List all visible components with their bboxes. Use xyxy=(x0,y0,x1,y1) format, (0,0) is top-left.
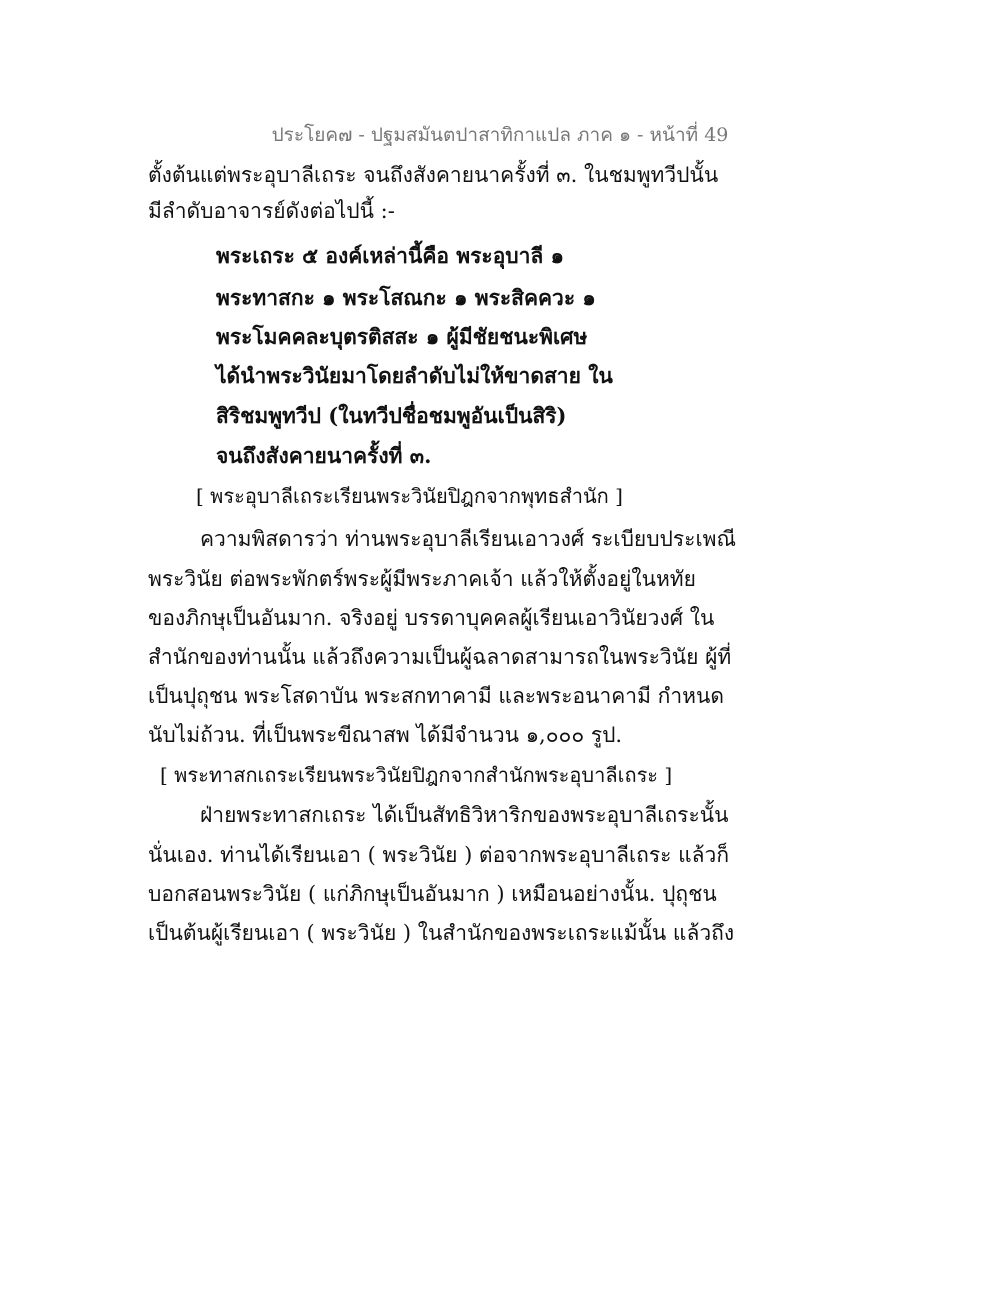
paragraph-line: เป็นปุถุชน พระโสดาบัน พระสกทาคามี และพระอนาคามี กำหนด xyxy=(148,684,724,708)
header-book: ประโยค๗ xyxy=(271,124,353,146)
verse-line-2: พระทาสกะ ๑ พระโสณกะ ๑ พระสิคควะ ๑ xyxy=(216,285,596,310)
paragraph-line: พระวินัย ต่อพระพักตร์พระผู้มีพระภาคเจ้า แล้วให้ตั้งอยู่ในหทัย xyxy=(148,567,696,591)
verse-line-4: ได้นำพระวินัยมาโดยลำดับไม่ให้ขาดสาย ใน xyxy=(216,363,613,388)
verse-line-1: พระเถระ ๕ องค์เหล่านี้คือ พระอุบาลี ๑ xyxy=(216,243,564,268)
section-heading-upali: [ พระอุบาลีเถระเรียนพระวินัยปิฎกจากพุทธสำนัก ] xyxy=(196,484,623,508)
verse-line-6: จนถึงสังคายนาครั้งที่ ๓. xyxy=(216,443,432,468)
verse-line-5: สิริชมพูทวีป (ในทวีปชื่อชมพูอันเป็นสิริ) xyxy=(216,403,567,428)
paragraph-line: สำนักของท่านนั้น แล้วถึงความเป็นผู้ฉลาดสามารถในพระวินัย ผู้ที่ xyxy=(148,645,732,669)
verse-line-3: พระโมคคละบุตรติสสะ ๑ ผู้มีชัยชนะพิเศษ xyxy=(216,324,588,349)
intro-line-2: มีลำดับอาจารย์ดังต่อไปนี้ :- xyxy=(148,199,395,223)
paragraph-line: นับไม่ถ้วน. ที่เป็นพระขีณาสพ ได้มีจำนวน ๑,๐๐๐ รูป. xyxy=(148,723,623,747)
paragraph-line: บอกสอนพระวินัย ( แก่ภิกษุเป็นอันมาก ) เหมือนอย่างนั้น. ปุถุชน xyxy=(148,882,717,906)
paragraph-line: เป็นต้นผู้เรียนเอา ( พระวินัย ) ในสำนักของพระเถระแม้นั้น แล้วถึง xyxy=(148,921,735,945)
section-heading-dasaka: [ พระทาสกเถระเรียนพระวินัยปิฎกจากสำนักพระอุบาลีเถระ ] xyxy=(160,763,673,787)
intro-line-1: ตั้งต้นแต่พระอุบาลีเถระ จนถึงสังคายนาครั้งที่ ๓. ในชมพูทวีปนั้น xyxy=(148,163,719,187)
paragraph-line: ของภิกษุเป็นอันมาก. จริงอยู่ บรรดาบุคคลผู้เรียนเอาวินัยวงศ์ ใน xyxy=(148,606,715,630)
page-header: ประโยค๗ - ปฐมสมันตปาสาทิกาแปล ภาค ๑ - หน้าที่ 49 xyxy=(271,124,729,146)
header-title: ปฐมสมันตปาสาทิกาแปล ภาค ๑ xyxy=(370,124,632,146)
paragraph-line: ความพิสดารว่า ท่านพระอุบาลีเรียนเอาวงศ์ ระเบียบประเพณี xyxy=(200,527,736,551)
header-page-number: หน้าที่ 49 xyxy=(649,124,729,146)
paragraph-line: ฝ่ายพระทาสกเถระ ได้เป็นสัทธิวิหาริกของพระอุบาลีเถระนั้น xyxy=(200,803,729,827)
paragraph-line: นั่นเอง. ท่านได้เรียนเอา ( พระวินัย ) ต่อจากพระอุบาลีเถระ แล้วก็ xyxy=(148,843,730,867)
